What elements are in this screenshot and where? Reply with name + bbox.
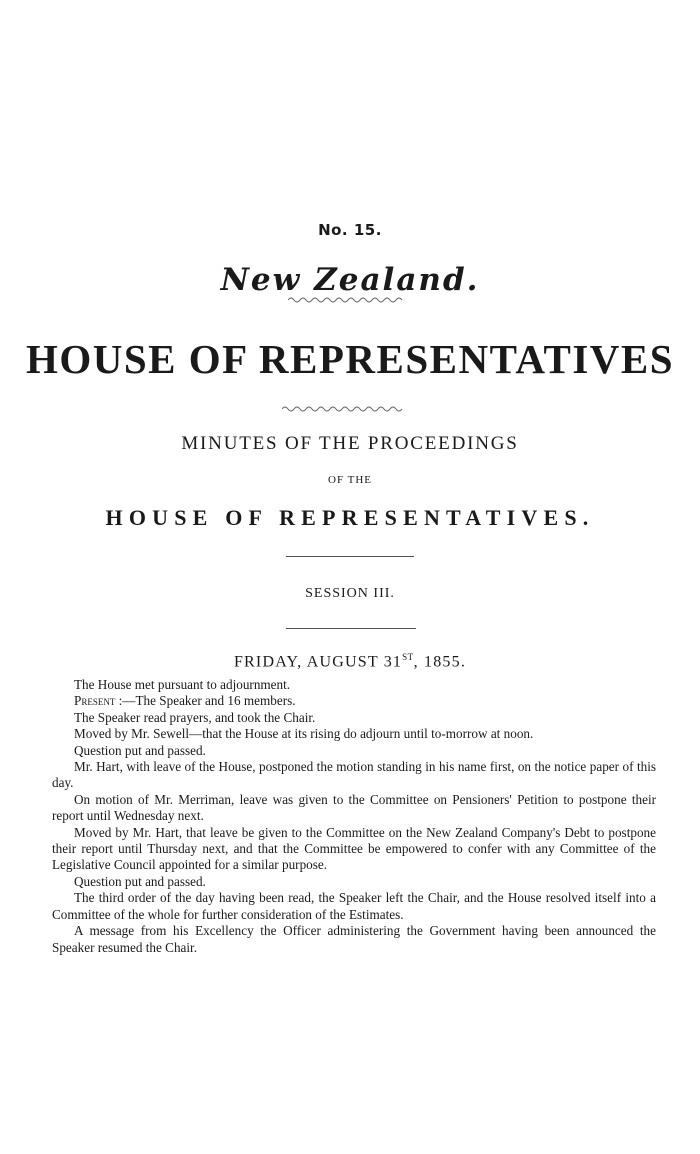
document-number: No. 15. <box>318 221 382 239</box>
colony-heading: New Zealand. <box>220 262 480 298</box>
minutes-paragraph: Moved by Mr. Sewell—that the House at its rising do adjourn until to-morrow at noon. <box>74 726 534 742</box>
minutes-paragraph: On motion of Mr. Merriman, leave was given to the Committee on Pensioners' Petition to postpone their report until Wednesday next. <box>52 791 656 824</box>
session-label: SESSION III. <box>305 586 395 601</box>
rule-above-session <box>286 556 414 557</box>
present-label: Present <box>74 693 116 709</box>
of-the-line: OF THE <box>328 474 372 486</box>
minutes-body <box>52 677 656 956</box>
sitting-date <box>0 652 700 671</box>
minutes-paragraph <box>52 693 656 709</box>
house-subtitle: HOUSE OF REPRESENTATIVES. <box>105 505 595 530</box>
minutes-paragraph: The Speaker read prayers, and took the Chair. <box>74 709 316 725</box>
minutes-paragraph: Question put and passed. <box>74 742 206 758</box>
minutes-paragraph: Moved by Mr. Hart, that leave be given to the Committee on the New Zealand Company's Debt to postpone their report until Thursday next, and that the Committee be empowered to confer with any Committee of the Legislative Council appointed for a similar purpose. <box>52 824 656 873</box>
minutes-heading: MINUTES OF THE PROCEEDINGS <box>181 433 519 454</box>
date-year: , 1855. <box>413 653 467 671</box>
minutes-paragraph: Mr. Hart, with leave of the House, postponed the motion standing in his name first, on the notice paper of this day. <box>52 759 656 791</box>
minutes-paragraph: Question put and passed. <box>74 873 206 889</box>
house-title: HOUSE OF REPRESENTATIVES <box>25 336 675 382</box>
minutes-paragraph: The House met pursuant to adjournment. <box>74 677 291 692</box>
wavy-ornament-bottom <box>282 405 406 413</box>
rule-below-session <box>286 628 416 629</box>
wavy-ornament-top <box>288 296 404 304</box>
date-main: FRIDAY, AUGUST 31 <box>233 653 403 671</box>
minutes-paragraph: A message from his Excellency the Officer administering the Government having been announced the Speaker resumed the Chair. <box>52 923 656 955</box>
date-suffix: ST <box>402 652 414 662</box>
minutes-paragraph: The third order of the day having been read, the Speaker left the Chair, and the House resolved itself into a Committee of the whole for further consideration of the Estimates. <box>52 890 656 922</box>
present-text: :—The Speaker and 16 members. <box>115 693 296 709</box>
